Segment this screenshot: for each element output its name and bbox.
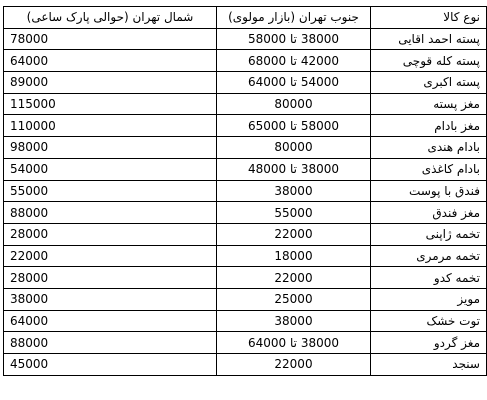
table-row	[4, 332, 487, 354]
item-name-cell: مغز فندق	[371, 202, 487, 224]
south-price-cell: 42000 تا 68000	[217, 50, 371, 72]
table-row	[4, 267, 487, 289]
table-row	[4, 72, 487, 94]
north-price-cell: 38000	[4, 288, 217, 310]
south-price-cell: 38000 تا 48000	[217, 158, 371, 180]
header-item-type: نوع کالا	[371, 7, 487, 29]
south-price-cell: 18000	[217, 245, 371, 267]
header-north-tehran: شمال تهران (حوالی پارک ساعی)	[4, 7, 217, 29]
south-price-cell: 38000 تا 64000	[217, 332, 371, 354]
item-name-cell: تخمه مرمری	[371, 245, 487, 267]
south-price-cell: 80000	[217, 137, 371, 159]
price-table	[3, 6, 487, 376]
south-price-cell: 22000	[217, 223, 371, 245]
north-price-cell: 115000	[4, 93, 217, 115]
table-row	[4, 28, 487, 50]
south-price-cell: 38000	[217, 180, 371, 202]
north-price-cell: 22000	[4, 245, 217, 267]
table-body	[4, 28, 487, 375]
north-price-cell: 78000	[4, 28, 217, 50]
header-row	[4, 7, 487, 29]
item-name-cell: پسته احمد اقایی	[371, 28, 487, 50]
table-row	[4, 354, 487, 376]
item-name-cell: فندق با پوست	[371, 180, 487, 202]
south-price-cell: 22000	[217, 267, 371, 289]
south-price-cell: 25000	[217, 288, 371, 310]
north-price-cell: 89000	[4, 72, 217, 94]
north-price-cell: 88000	[4, 202, 217, 224]
north-price-cell: 28000	[4, 267, 217, 289]
item-name-cell: بادام هندی	[371, 137, 487, 159]
item-name-cell: مغز پسته	[371, 93, 487, 115]
table-row	[4, 115, 487, 137]
table-row	[4, 202, 487, 224]
south-price-cell: 54000 تا 64000	[217, 72, 371, 94]
item-name-cell: مغز بادام	[371, 115, 487, 137]
table-row	[4, 288, 487, 310]
table-row	[4, 137, 487, 159]
item-name-cell: تخمه ژاپنی	[371, 223, 487, 245]
north-price-cell: 55000	[4, 180, 217, 202]
item-name-cell: تخمه کدو	[371, 267, 487, 289]
item-name-cell: مویز	[371, 288, 487, 310]
north-price-cell: 28000	[4, 223, 217, 245]
item-name-cell: سنجد	[371, 354, 487, 376]
item-name-cell: بادام کاغذی	[371, 158, 487, 180]
header-south-tehran: جنوب تهران (بازار مولوی)	[217, 7, 371, 29]
item-name-cell: مغز گردو	[371, 332, 487, 354]
south-price-cell: 55000	[217, 202, 371, 224]
north-price-cell: 110000	[4, 115, 217, 137]
south-price-cell: 58000 تا 65000	[217, 115, 371, 137]
north-price-cell: 45000	[4, 354, 217, 376]
south-price-cell: 38000 تا 58000	[217, 28, 371, 50]
north-price-cell: 64000	[4, 50, 217, 72]
item-name-cell: پسته اکبری	[371, 72, 487, 94]
table-row	[4, 245, 487, 267]
south-price-cell: 38000	[217, 310, 371, 332]
item-name-cell: توت خشک	[371, 310, 487, 332]
item-name-cell: پسته کله قوچی	[371, 50, 487, 72]
south-price-cell: 80000	[217, 93, 371, 115]
north-price-cell: 88000	[4, 332, 217, 354]
north-price-cell: 98000	[4, 137, 217, 159]
table-row	[4, 50, 487, 72]
north-price-cell: 54000	[4, 158, 217, 180]
table-row	[4, 310, 487, 332]
south-price-cell: 22000	[217, 354, 371, 376]
table-row	[4, 158, 487, 180]
north-price-cell: 64000	[4, 310, 217, 332]
table-row	[4, 180, 487, 202]
table-row	[4, 93, 487, 115]
table-row	[4, 223, 487, 245]
